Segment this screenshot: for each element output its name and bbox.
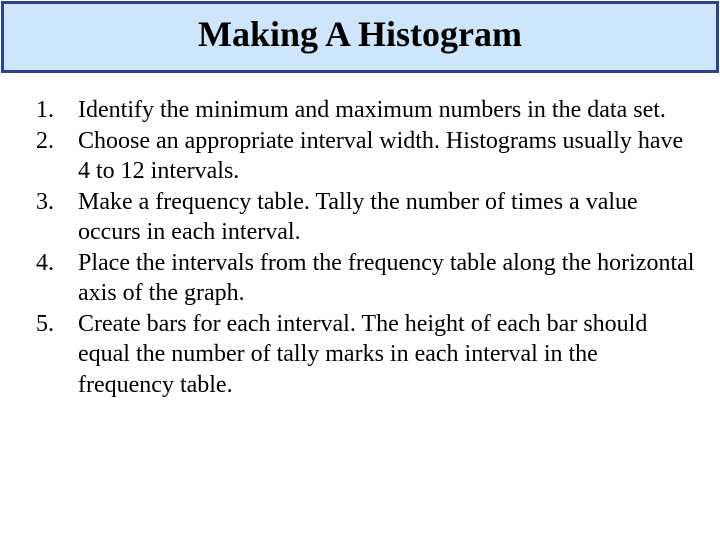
step-text: Create bars for each interval. The height of each bar should equal the number of tally marks in each interval in the frequency table. <box>78 310 648 398</box>
step-text: Choose an appropriate interval width. Histograms usually have 4 to 12 intervals. <box>78 127 684 184</box>
step-item <box>36 95 696 126</box>
step-number: 4. <box>36 249 54 276</box>
step-text: Place the intervals from the frequency table along the horizontal axis of the graph. <box>78 249 695 306</box>
step-number: 2. <box>36 127 54 154</box>
step-item <box>36 309 696 401</box>
step-text: Make a frequency table. Tally the number of times a value occurs in each interval. <box>78 188 638 245</box>
step-item <box>36 126 696 187</box>
steps-list <box>36 95 696 400</box>
step-text: Identify the minimum and maximum numbers in the data set. <box>78 97 666 123</box>
slide-title: Making A Histogram <box>197 14 523 54</box>
step-number: 1. <box>36 97 54 123</box>
title-banner <box>1 1 719 73</box>
step-number: 5. <box>36 310 54 337</box>
step-number: 3. <box>36 188 54 215</box>
step-item <box>36 187 696 248</box>
step-item <box>36 248 696 309</box>
